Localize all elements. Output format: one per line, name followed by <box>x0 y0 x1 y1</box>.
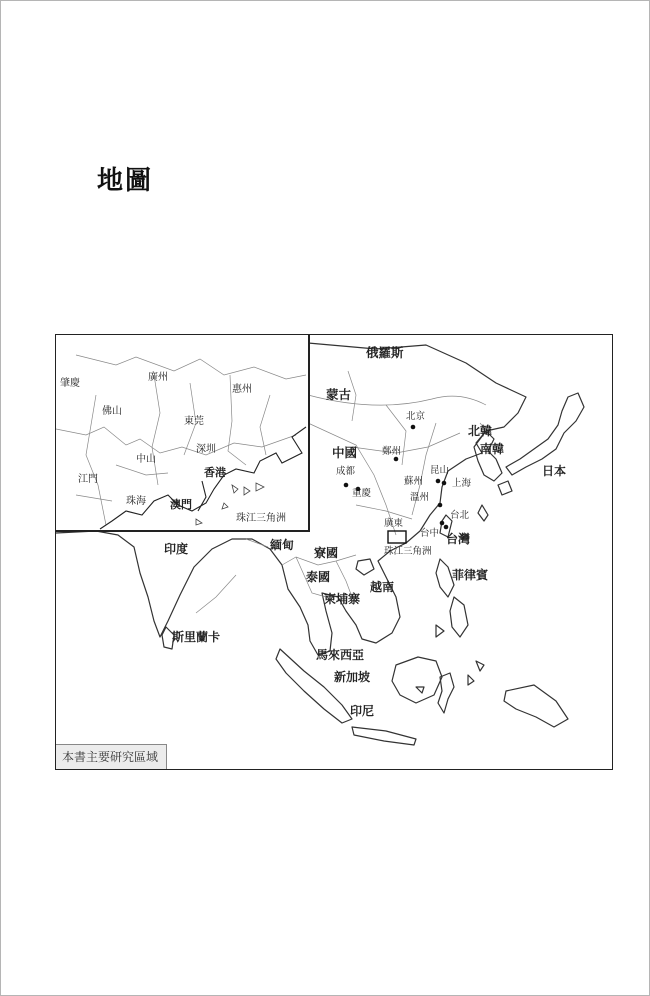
india-label: 印度 <box>164 542 189 556</box>
russia-label: 俄羅斯 <box>366 345 404 360</box>
guangdong-label: 廣東 <box>384 518 404 529</box>
inset-zhongshan-label: 中山 <box>136 454 156 465</box>
malaysia-label: 馬來西亞 <box>316 648 365 662</box>
inset-huizhou-label: 惠州 <box>232 384 252 395</box>
taipei-label: 台北 <box>450 510 470 521</box>
inset-foshan-label: 佛山 <box>102 406 122 417</box>
prd-label: 珠江三角洲 <box>384 546 432 557</box>
zhengzhou-label: 鄭州 <box>382 446 402 457</box>
japan-islands <box>506 393 584 478</box>
singapore-label: 新加坡 <box>334 670 371 684</box>
japan-label: 日本 <box>542 464 567 478</box>
inset-prd-label: 珠江三角洲 <box>236 513 286 524</box>
inset-guangzhou-label: 廣州 <box>148 372 168 383</box>
chongqing-label: 重慶 <box>352 488 372 499</box>
sri-lanka-label: 斯里蘭卡 <box>172 630 221 644</box>
thailand-label: 泰國 <box>306 570 331 584</box>
inset-shenzhen-label: 深圳 <box>196 444 216 455</box>
inset-zhaoqing-label: 肇慶 <box>60 378 80 389</box>
beijing-label: 北京 <box>406 411 426 422</box>
indonesia-label: 印尼 <box>350 704 375 718</box>
page-title: 地圖 <box>97 166 154 196</box>
legend-box: 本書主要研究區域 <box>56 744 167 769</box>
chengdu-label: 成都 <box>336 466 356 477</box>
taichung-label: 台中 <box>420 528 440 539</box>
study-region-box <box>388 531 406 543</box>
inset-jiangmen-label: 江門 <box>78 474 98 485</box>
taiwan-label: 台灣 <box>446 532 471 546</box>
borneo-island <box>392 657 442 703</box>
kunshan-label: 昆山 <box>430 465 450 476</box>
shanghai-label: 上海 <box>452 478 472 489</box>
cambodia-label: 柬埔寨 <box>324 592 361 606</box>
inset-hongkong-label: 香港 <box>204 466 226 479</box>
myanmar-label: 緬甸 <box>270 538 295 552</box>
inset-dongguan-label: 東莞 <box>184 416 204 427</box>
inset-macau-label: 澳門 <box>170 498 192 511</box>
map-frame <box>55 334 613 770</box>
new-guinea-island <box>504 685 568 727</box>
korea-peninsula <box>474 431 505 481</box>
wenzhou-label: 溫州 <box>410 492 430 503</box>
mongolia-label: 蒙古 <box>326 387 352 402</box>
china-label: 中國 <box>332 445 358 460</box>
city-markers <box>344 425 449 530</box>
south-korea-label: 南韓 <box>480 442 505 456</box>
suzhou-label: 蘇州 <box>404 476 424 487</box>
laos-label: 寮國 <box>314 546 339 560</box>
inset-map <box>56 335 310 532</box>
north-korea-label: 北韓 <box>468 424 493 438</box>
philippines-label: 菲律賓 <box>452 568 489 582</box>
vietnam-label: 越南 <box>370 580 395 594</box>
inset-zhuhai-label: 珠海 <box>126 496 146 507</box>
